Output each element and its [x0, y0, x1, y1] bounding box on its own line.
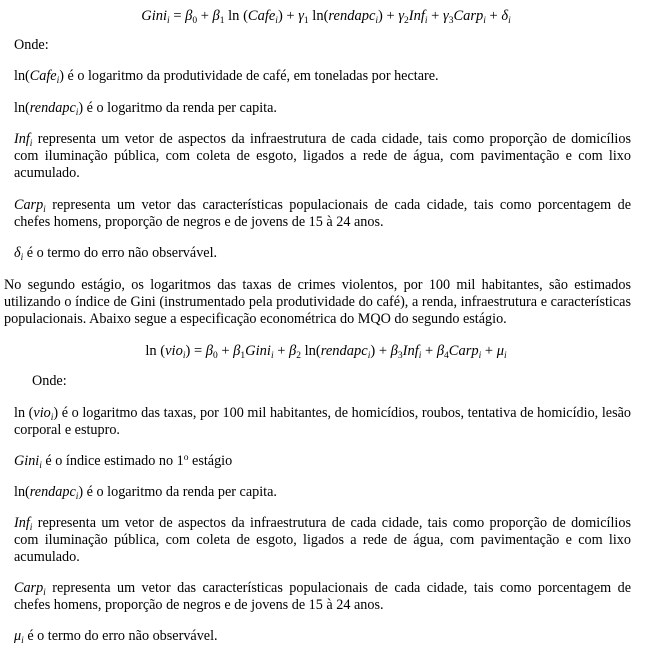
eq1-gini-sub: i — [167, 16, 170, 26]
eq2-carp-var: Carp — [448, 343, 479, 359]
paragraph-renda-2: ln(rendapc$_i$) é o logaritmo da renda per capita. — [14, 484, 277, 502]
p-renda1-var: rendapc — [29, 100, 76, 116]
p-renda2-var: rendapc — [29, 484, 76, 500]
p-mu-sub: i — [21, 636, 24, 646]
eq1-delta: δ — [501, 8, 509, 24]
onde-label-2: Onde: — [32, 373, 67, 389]
p-carp1-text: representa um vetor das características populacionais de cada cidade, tais como porcentagem de chefes homens, proporção de negros e de jovens de 15 à 24 anos. — [14, 197, 631, 230]
eq2-inf-var: Inf — [402, 343, 419, 359]
p-renda2-sub: i — [75, 492, 79, 502]
eq2-mu: μ — [496, 343, 504, 359]
p-carp2-sub: i — [43, 588, 46, 598]
eq1-gamma3-sub: 3 — [448, 16, 454, 26]
paragraph-vio: ln (vio$_i$) é o logaritmo das taxas, por 100 mil habitantes, de homicídios, roubos, tentativa de homicídio, lesão corporal e estupro. — [14, 405, 631, 438]
equation-first-stage: Gini$_i$ = $\beta_0 + \beta_1$ ln (Cafe$_i$) + $\gamma_1$ ln(rendapc$_i$) + $\gamma_2Inf_i$ + $\gamma_3Carp_i + \delta_i$ — [141, 8, 511, 26]
p-delta-var: δ — [14, 245, 21, 261]
p-inf2-var: Inf — [14, 515, 30, 531]
p-renda1-sub: i — [75, 108, 79, 118]
paragraph-mu — [14, 628, 631, 645]
eq1-delta-sub: i — [508, 16, 511, 26]
paragraph-inf-2 — [14, 515, 631, 566]
eq1-carp-sub: i — [483, 16, 486, 26]
paragraph-carp-2 — [14, 580, 631, 614]
p-delta-text: é o termo do erro não observável. — [23, 245, 218, 261]
p-vio-var: vio — [33, 405, 51, 421]
eq1-gamma2-sub: 2 — [404, 16, 409, 26]
p-carp2-var: Carp — [14, 580, 44, 596]
paragraph-carp-1 — [14, 197, 631, 231]
p-gini-sub: i — [39, 461, 42, 471]
eq1-beta0: β — [185, 8, 193, 24]
p-renda2-ln: ln — [14, 484, 26, 500]
p-carp2-text: representa um vetor das características populacionais de cada cidade, tais como porcentagem de chefes homens, proporção de negros e de jovens de 15 à 24 anos. — [14, 580, 631, 613]
eq2-mu-sub: i — [503, 351, 507, 361]
eq2-beta0-sub: 0 — [212, 351, 218, 361]
eq2-beta1-sub: 1 — [240, 351, 246, 361]
eq1-gamma1-sub: 1 — [303, 16, 309, 26]
eq2-beta3-sub: 3 — [397, 351, 403, 361]
eq1-gamma3: γ — [442, 8, 449, 24]
p-renda1-ln: ln — [14, 100, 26, 116]
eq2-ln-renda: ln — [304, 343, 316, 359]
eq1-cafe-sub: i — [275, 16, 278, 26]
p-gini-ordinal: o — [183, 453, 189, 463]
eq1-ln-renda: ln — [312, 8, 324, 24]
eq2-renda-var: rendapc — [320, 343, 368, 359]
p-vio-sub: i — [50, 413, 54, 423]
eq1-beta1: β — [212, 8, 220, 24]
paragraph-segundo-estagio: No segundo estágio, os logaritmos das taxas de crimes violentos, por 100 mil habitantes, são estimados utilizando o índice de Gini (instrumentado pela produtividade do café), a renda, infraestrutura e características populacionais. Abaixo segue a especificação econométrica do MQO do segundo estágio. — [4, 277, 631, 327]
eq2-vio-sub: i — [182, 351, 186, 361]
eq2-beta4-sub: 4 — [444, 351, 449, 361]
paragraph-gini — [14, 453, 631, 470]
eq2-beta0: β — [205, 343, 213, 359]
p-inf1-sub: i — [29, 139, 33, 149]
onde-label-1: Onde: — [14, 37, 49, 53]
p-renda2-text: é o logaritmo da renda per capita. — [83, 484, 277, 500]
eq1-renda-sub: i — [375, 16, 379, 26]
p-gini-text2: estágio — [188, 453, 233, 469]
eq1-inf-var: Inf — [408, 8, 425, 24]
eq2-renda-sub: i — [367, 351, 371, 361]
eq1-carp-var: Carp — [453, 8, 484, 24]
eq1-gini-var: Gini — [141, 8, 168, 24]
eq2-beta2: β — [289, 343, 297, 359]
eq2-gini-sub: i — [270, 351, 274, 361]
p-inf1-text: representa um vetor de aspectos da infraestrutura de cada cidade, tais como proporção de domicílios com iluminação pública, com coleta de esgoto, ligados a rede de água, com pavimentação e com lixo acumulado. — [14, 131, 631, 181]
p-gini-text: é o índice estimado no 1 — [41, 453, 184, 469]
eq1-gamma2: γ — [398, 8, 405, 24]
eq1-beta0-sub: 0 — [192, 16, 198, 26]
p-cafe-ln: ln — [14, 68, 26, 84]
p-mu-var: μ — [14, 628, 22, 644]
p-inf2-sub: i — [29, 523, 33, 533]
eq2-gini-var: Gini — [245, 343, 271, 359]
p-inf2-text: representa um vetor de aspectos da infraestrutura de cada cidade, tais como proporção de domicílios com iluminação pública, com coleta de esgoto, ligados a rede de água, com pavimentação e com lixo acumulado. — [14, 515, 631, 565]
p-cafe-text: é o logaritmo da produtividade de café, em toneladas por hectare. — [63, 68, 439, 84]
equation-second-stage: $\ln (vio_i) = \beta_0$ + $\beta_1Gini_i + \beta_2$ ln(rendapc$_i$) + $\beta_3Inf_i$ + $\beta_4Carp_i + \mu_i$ — [145, 343, 507, 361]
p-cafe-var: Cafe — [29, 68, 57, 84]
eq2-carp-sub: i — [478, 351, 482, 361]
paragraph-delta — [14, 245, 631, 262]
eq2-beta4: β — [436, 343, 445, 359]
eq2-beta1: β — [233, 343, 241, 359]
eq1-gamma1: γ — [298, 8, 304, 24]
p-vio-ln: ln — [14, 405, 26, 421]
eq1-renda-var: rendapc — [328, 8, 376, 24]
p-renda1-text: é o logaritmo da renda per capita. — [83, 100, 277, 116]
p-inf1-var: Inf — [14, 131, 30, 147]
eq1-beta1-sub: 1 — [219, 16, 225, 26]
p-delta-sub: i — [20, 253, 24, 263]
eq2-ln-vio: ln — [145, 343, 157, 359]
paragraph-inf-1 — [14, 131, 631, 182]
eq2-beta2-sub: 2 — [296, 351, 301, 361]
p-vio-text: é o logaritmo das taxas, por 100 mil habitantes, de homicídios, roubos, tentativa de homicídio, lesão corporal e estupro. — [14, 405, 631, 438]
p-cafe-sub: i — [56, 76, 60, 86]
paragraph-renda-1: ln(rendapc$_i$) é o logaritmo da renda per capita. — [14, 100, 277, 118]
eq2-vio-var: vio — [165, 343, 183, 359]
p-carp1-sub: i — [43, 205, 46, 215]
eq1-inf-sub: i — [424, 16, 428, 26]
eq1-ln-cafe: ln — [228, 8, 240, 24]
eq1-cafe-var: Cafe — [247, 8, 276, 24]
eq2-inf-sub: i — [418, 351, 422, 361]
p-mu-text: é o termo do erro não observável. — [23, 628, 218, 644]
p-gini-var: Gini — [14, 453, 40, 469]
paragraph-cafe: ln(Cafe$_i$) é o logaritmo da produtividade de café, em toneladas por hectare. — [14, 68, 439, 86]
eq2-beta3: β — [390, 343, 398, 359]
p-carp1-var: Carp — [14, 197, 44, 213]
